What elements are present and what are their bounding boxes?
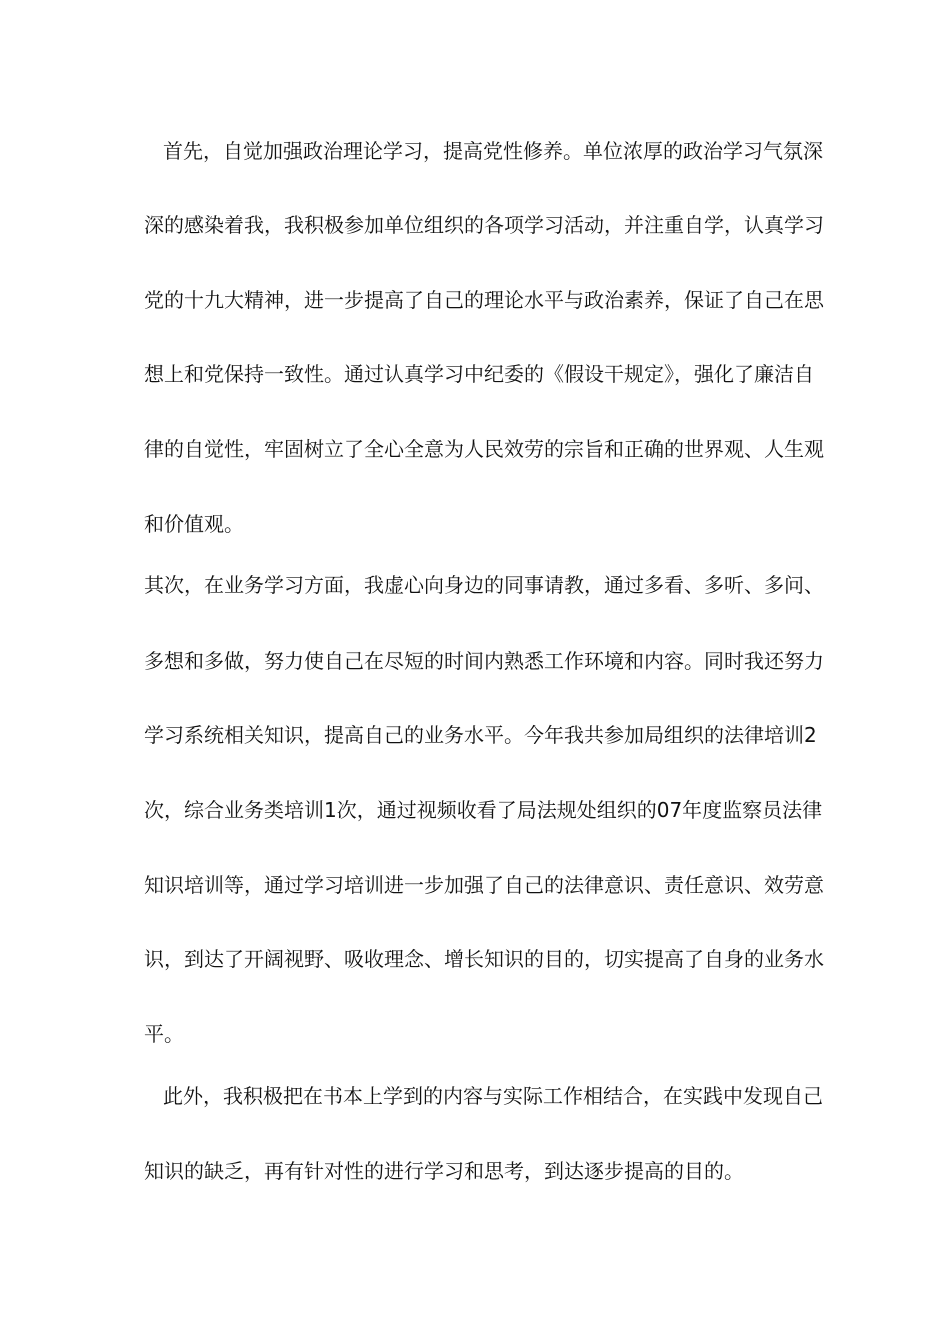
text-line: 平。 — [144, 1022, 184, 1046]
text-line: 知识的缺乏，再有针对性的进行学习和思考，到达逐步提高的目的。 — [144, 1159, 744, 1183]
text-line: 其次，在业务学习方面，我虚心向身边的同事请教，通过多看、多听、多问、 — [144, 573, 824, 597]
text-line: 首先，自觉加强政治理论学习，提高党性修养。单位浓厚的政治学习气氛深 — [163, 139, 823, 163]
text-line: 党的十九大精神，进一步提高了自己的理论水平与政治素养，保证了自己在思 — [144, 288, 824, 312]
text-line: 多想和多做，努力使自己在尽短的时间内熟悉工作环境和内容。同时我还努力 — [144, 649, 824, 673]
text-line: 想上和党保持一致性。通过认真学习中纪委的《假设干规定》，强化了廉洁自 — [144, 362, 814, 386]
text-line: 次，综合业务类培训1次，通过视频收看了局法规处组织的07年度监察员法律 — [144, 798, 823, 822]
text-line: 律的自觉性，牢固树立了全心全意为人民效劳的宗旨和正确的世界观、人生观 — [144, 437, 824, 461]
text-line: 此外，我积极把在书本上学到的内容与实际工作相结合，在实践中发现自己 — [163, 1084, 823, 1108]
text-line: 深的感染着我，我积极参加单位组织的各项学习活动，并注重自学，认真学习 — [144, 213, 824, 237]
text-line: 识，到达了开阔视野、吸收理念、增长知识的目的，切实提高了自身的业务水 — [144, 947, 824, 971]
text-line: 知识培训等，通过学习培训进一步加强了自己的法律意识、责任意识、效劳意 — [144, 873, 824, 897]
text-line: 和价值观。 — [144, 512, 244, 536]
text-line: 学习系统相关知识，提高自己的业务水平。今年我共参加局组织的法律培训2 — [144, 723, 817, 747]
